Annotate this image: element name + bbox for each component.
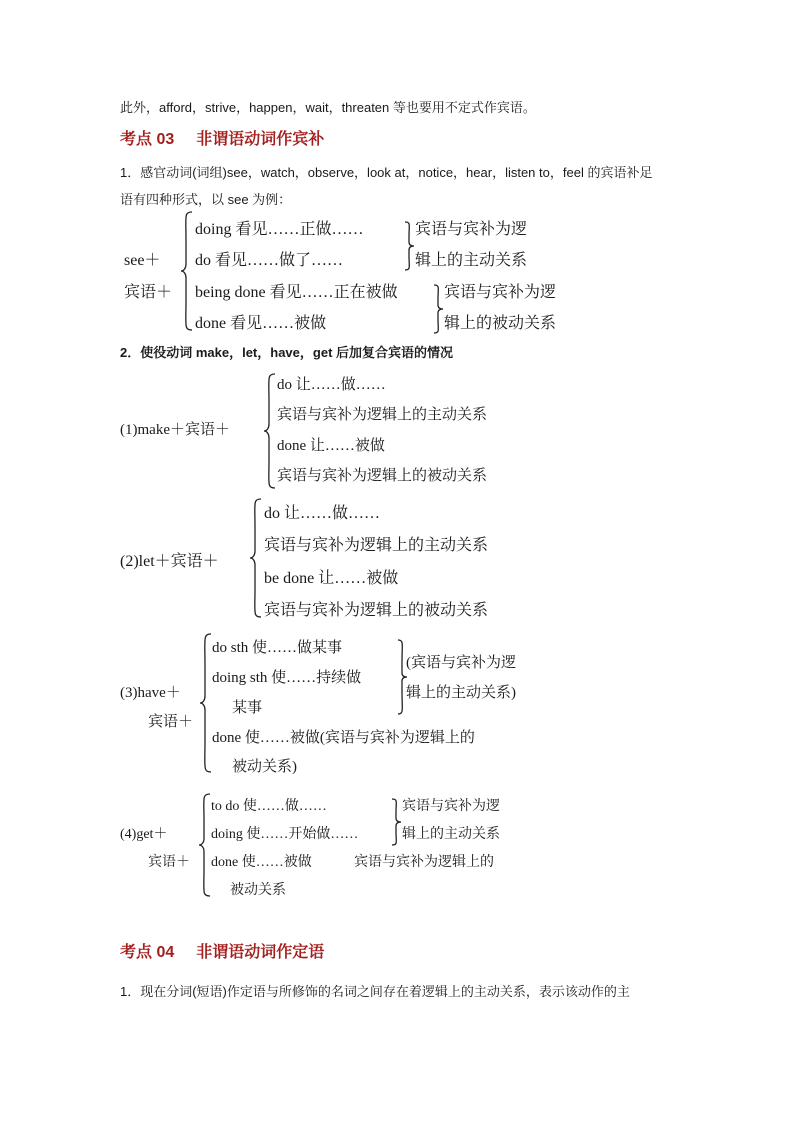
have-brace: [199, 632, 213, 776]
have-line-4: done 使……被做(宾语与宾补为逻辑上的: [212, 730, 475, 746]
make-line-3: done 让……被做: [277, 438, 385, 454]
intro-text: 此外，afford，strive，happen，wait，threaten 等也要用不定式作宾语。: [120, 100, 536, 115]
have-line-2: doing sth 使……持续做: [212, 670, 362, 686]
let-line-3: be done 让……被做: [264, 570, 399, 587]
see-form-being-done: being done 看见……正在被做: [195, 284, 398, 301]
have-line-3: 某事: [232, 700, 263, 716]
have-line-5: 被动关系): [232, 759, 297, 775]
make-stem: (1)make＋宾语＋: [120, 422, 230, 438]
have-line-1: do sth 使……做某事: [212, 640, 343, 656]
see-brace: [180, 210, 194, 332]
item4-1-line1: 1．现在分词(短语)作定语与所修饰的名词之间存在着逻辑上的主动关系，表示该动作的主: [120, 984, 630, 999]
get-line-1: to do 使……做……: [211, 799, 327, 814]
get-line-4: 被动关系: [230, 883, 286, 898]
get-stem-object: 宾语＋: [148, 855, 190, 870]
make-brace: [263, 372, 277, 490]
see-passive-note-2: 辑上的被动关系: [444, 315, 557, 332]
get-line-2: doing 使……开始做……: [211, 827, 359, 842]
have-active-brace: [397, 638, 409, 716]
make-line-2: 宾语与宾补为逻辑上的主动关系: [277, 407, 488, 423]
section-heading-04: [120, 939, 324, 962]
get-line-3: done 使……被做: [211, 855, 312, 870]
let-line-1: do 让……做……: [264, 505, 381, 522]
have-note-2: 辑上的主动关系): [406, 685, 516, 701]
get-passive-note: 宾语与宾补为逻辑上的: [354, 855, 494, 870]
section-title: 非谓语动词作宾补: [196, 131, 325, 148]
make-line-1: do 让……做……: [277, 377, 386, 393]
see-stem-object: 宾语＋: [124, 284, 173, 301]
let-line-4: 宾语与宾补为逻辑上的被动关系: [264, 602, 489, 619]
item1-line2: 语有四种形式，以 see 为例：: [120, 192, 292, 207]
see-stem: see＋: [124, 252, 161, 269]
get-stem: (4)get＋: [120, 827, 168, 842]
get-note-2: 辑上的主动关系: [402, 827, 500, 842]
section-title: 非谓语动词作定语: [196, 944, 325, 961]
let-brace: [249, 497, 263, 619]
item1-line1: 1．感官动词(词组)see，watch，observe，look at，notice，hear，listen to，feel 的宾语补足: [120, 165, 653, 180]
item2-title: 2．使役动词 make，let，have，get 后加复合宾语的情况: [120, 345, 454, 360]
have-stem: (3)have＋: [120, 685, 181, 701]
see-form-do: do 看见……做了……: [195, 252, 344, 269]
get-note-1: 宾语与宾补为逻: [402, 799, 500, 814]
section-number: 考点 03: [120, 131, 175, 148]
get-brace: [198, 792, 212, 898]
section-heading-03: [120, 126, 324, 149]
let-stem: (2)let＋宾语＋: [120, 553, 219, 570]
see-form-doing: doing 看见……正做……: [195, 221, 364, 238]
see-active-note-2: 辑上的主动关系: [415, 252, 528, 269]
let-line-2: 宾语与宾补为逻辑上的主动关系: [264, 537, 489, 554]
see-form-done: done 看见……被做: [195, 315, 327, 332]
make-line-4: 宾语与宾补为逻辑上的被动关系: [277, 468, 488, 484]
have-note-1: (宾语与宾补为逻: [406, 655, 516, 671]
have-stem-object: 宾语＋: [148, 714, 194, 730]
see-passive-note-1: 宾语与宾补为逻: [444, 284, 557, 301]
section-number: 考点 04: [120, 944, 175, 961]
see-active-note-1: 宾语与宾补为逻: [415, 221, 528, 238]
